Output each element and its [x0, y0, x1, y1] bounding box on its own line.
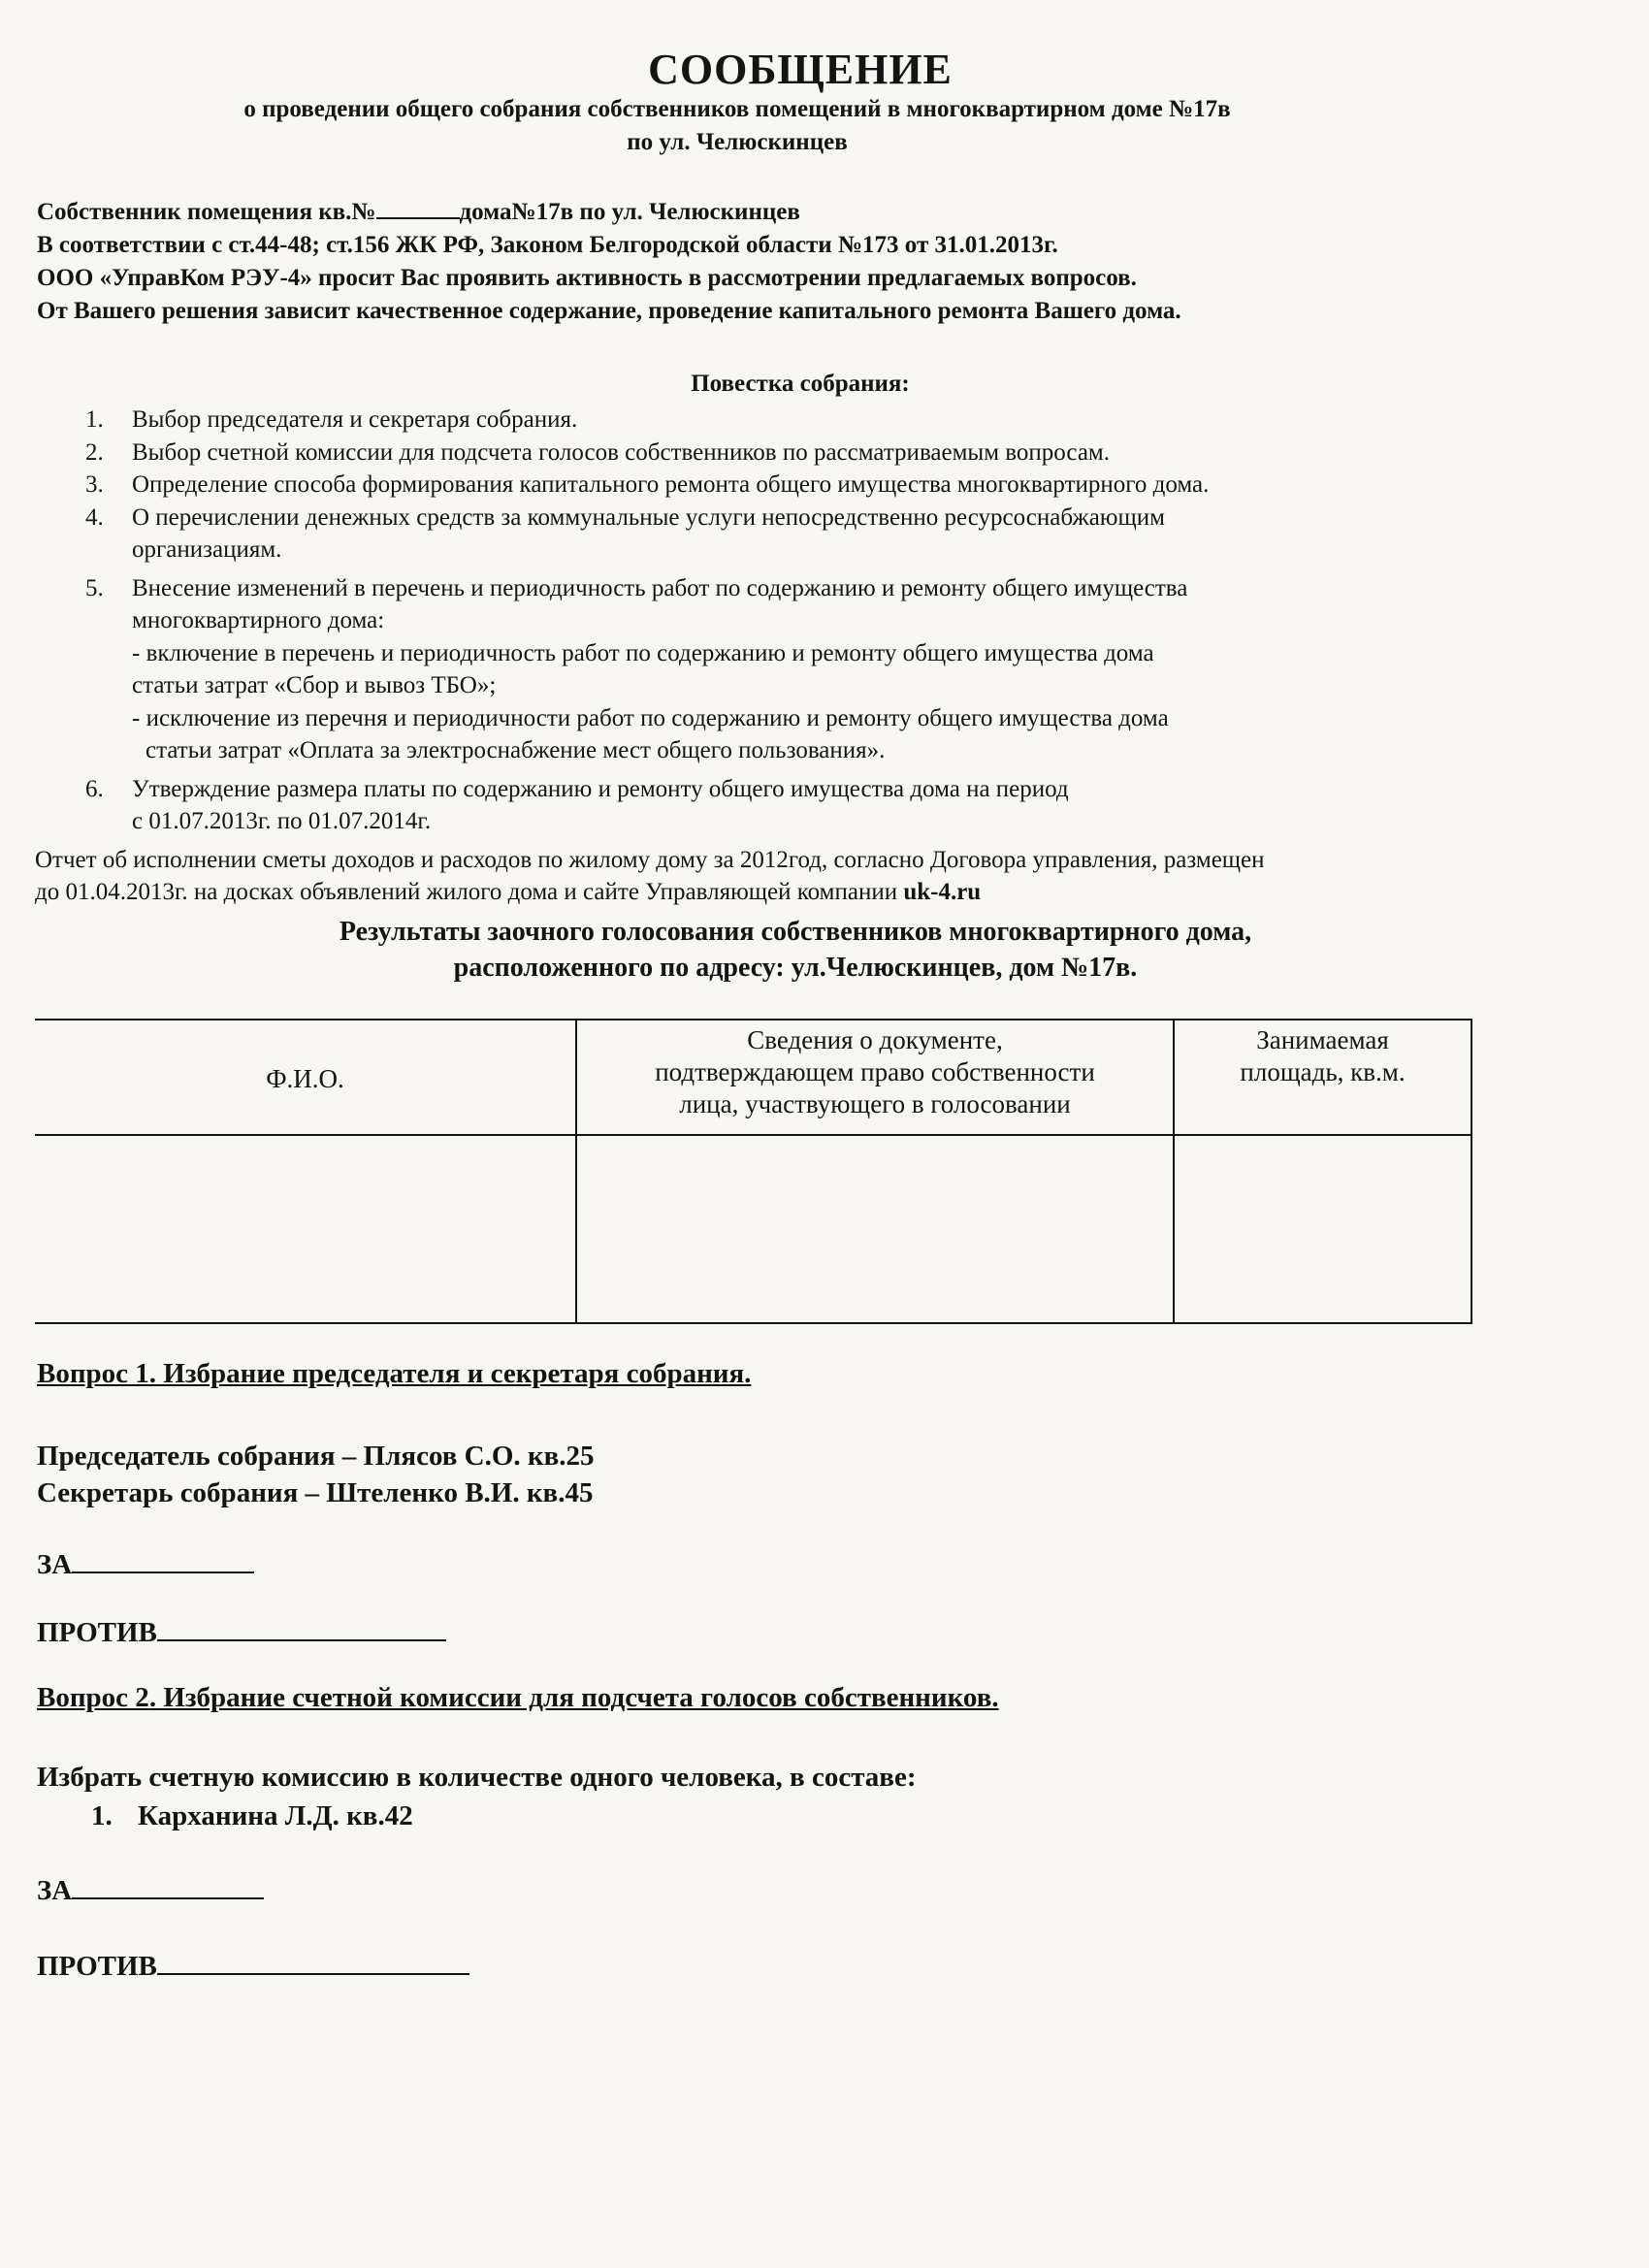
owner-prefix: Собственник помещения кв.№ [37, 199, 376, 225]
agenda-item-text: Определение способа формирования капитального ремонта общего имущества многоквартирного дома. [132, 471, 1210, 498]
table-cell-area[interactable] [1174, 1135, 1471, 1323]
for-label: ЗА [37, 1875, 73, 1906]
agenda-item [85, 469, 1540, 502]
results-title-line-2: расположенного по адресу: ул.Челюскинцев, дом №17в. [453, 953, 1138, 983]
agenda-item-continuation: - исключение из перечня и периодичности работ по содержанию и ремонту общего имущества дома [132, 704, 1169, 731]
secretary-line: Секретарь собрания – Штеленко В.И. кв.45 [37, 1477, 594, 1508]
question-2-against [37, 1946, 469, 1983]
column-header-fio: Ф.И.О. [35, 1020, 576, 1135]
subtitle-line-2: по ул. Челюскинцев [627, 129, 848, 155]
apartment-number-blank [376, 198, 460, 219]
voting-results-table [35, 1019, 1472, 1324]
column-header-document [576, 1020, 1174, 1135]
question-1-against [37, 1612, 446, 1649]
table-header-row [35, 1020, 1471, 1135]
agenda-item [85, 437, 1540, 470]
chairman-line: Председатель собрания – Плясов С.О. кв.25 [37, 1441, 595, 1472]
request-line: ООО «УправКом РЭУ-4» просит Вас проявить активность в рассмотрении предлагаемых вопросов. [37, 265, 1137, 291]
question-1-for [37, 1544, 254, 1581]
for-vote-blank[interactable] [72, 1870, 264, 1899]
agenda-item [85, 773, 1540, 806]
document-subtitle [0, 93, 1474, 159]
agenda-item-continuation: статьи затрат «Оплата за электроснабжение мест общего пользования». [146, 737, 886, 763]
report-notice [35, 844, 1568, 908]
agenda-item-text: Выбор счетной комиссии для подсчета голосов собственников по рассматриваемым вопросам. [132, 438, 1110, 466]
question-2-for [37, 1870, 264, 1907]
against-label: ПРОТИВ [37, 1617, 157, 1648]
subtitle-line-1: о проведении общего собрания собственников помещений в многоквартирном доме №17в [243, 96, 1231, 122]
question-1-heading: Вопрос 1. Избрание председателя и секретаря собрания. [37, 1358, 752, 1389]
table-row [35, 1135, 1471, 1323]
against-vote-blank[interactable] [157, 1946, 469, 1975]
company-website: uk-4.ru [903, 879, 982, 905]
agenda-item-continuation: статьи затрат «Сбор и вывоз ТБО»; [132, 672, 497, 698]
agenda-item-text: Внесение изменений в перечень и периодичность работ по содержанию и ремонту общего имущества [132, 574, 1188, 601]
owner-suffix: дома№17в по ул. Челюскинцев [459, 199, 800, 225]
table-cell-document[interactable] [576, 1135, 1174, 1323]
for-label: ЗА [37, 1549, 73, 1580]
agenda-item [85, 404, 1540, 437]
agenda-title: Повестка собрания: [691, 371, 910, 397]
agenda-item-number: 3. [85, 471, 104, 498]
results-title [0, 914, 1591, 986]
agenda-item-text: Утверждение размера платы по содержанию и ремонту общего имущества дома на период [132, 775, 1069, 802]
question-2-heading-number: Вопрос 2 [37, 1682, 149, 1713]
against-vote-blank[interactable] [157, 1612, 446, 1641]
column-header-area-line: площадь, кв.м. [1240, 1057, 1406, 1086]
document-title: СООБЩЕНИЕ [648, 46, 953, 93]
question-2-heading [37, 1682, 999, 1714]
question-1-candidates [37, 1438, 595, 1511]
report-line-2 [35, 876, 1568, 908]
question-2-heading-text: . Избрание счетной комиссии для подсчета голосов собственников. [148, 1682, 999, 1713]
agenda-item [85, 502, 1540, 535]
report-line-1: Отчет об исполнении сметы доходов и расходов по жилому дому за 2012год, согласно Договора управления, размещен [35, 847, 1265, 873]
column-header-document-line: подтверждающем право собственности [655, 1057, 1095, 1086]
agenda-list [85, 404, 1540, 838]
results-title-line-1: Результаты заочного голосования собственников многоквартирного дома, [339, 917, 1252, 947]
owner-line [37, 196, 1589, 229]
column-header-document-line: Сведения о документе, [747, 1025, 1003, 1054]
importance-line: От Вашего решения зависит качественное содержание, проведение капитального ремонта Вашего дома. [37, 298, 1181, 324]
agenda-item-continuation: с 01.07.2013г. по 01.07.2014г. [132, 808, 432, 834]
agenda-item-text: Выбор председателя и секретаря собрания. [132, 406, 578, 433]
agenda-item [85, 572, 1540, 605]
agenda-item-number: 4. [85, 503, 104, 531]
agenda-item-continuation: - включение в перечень и периодичность работ по содержанию и ремонту общего имущества дома [132, 639, 1154, 666]
agenda-item-number: 2. [85, 438, 104, 466]
candidate-number: 1. [91, 1800, 113, 1831]
for-vote-blank[interactable] [72, 1544, 254, 1573]
question-2-candidate [91, 1800, 413, 1832]
agenda-item-number: 1. [85, 406, 104, 433]
intro-block [37, 196, 1589, 328]
agenda-item-number: 5. [85, 574, 104, 601]
agenda-item-number: 6. [85, 775, 104, 802]
candidate-name: Карханина Л.Д. кв.42 [138, 1800, 413, 1831]
report-line-2-text: до 01.04.2013г. на досках объявлений жилого дома и сайте Управляющей компании [35, 879, 904, 905]
column-header-area [1174, 1020, 1471, 1135]
agenda-item-text: О перечислении денежных средств за коммунальные услуги непосредственно ресурсоснабжающим [132, 503, 1165, 531]
question-2-text: Избрать счетную комиссию в количестве одного человека, в составе: [37, 1762, 917, 1793]
table-cell-fio[interactable] [35, 1135, 576, 1323]
agenda-item-continuation: организациям. [132, 536, 282, 563]
column-header-area-line: Занимаемая [1256, 1025, 1389, 1054]
against-label: ПРОТИВ [37, 1951, 157, 1982]
legal-basis-line: В соответствии с ст.44-48; ст.156 ЖК РФ, Законом Белгородской области №173 от 31.01.2013г. [37, 232, 1058, 258]
agenda-item-continuation: многоквартирного дома: [132, 607, 385, 633]
column-header-document-line: лица, участвующего в голосовании [679, 1089, 1071, 1118]
